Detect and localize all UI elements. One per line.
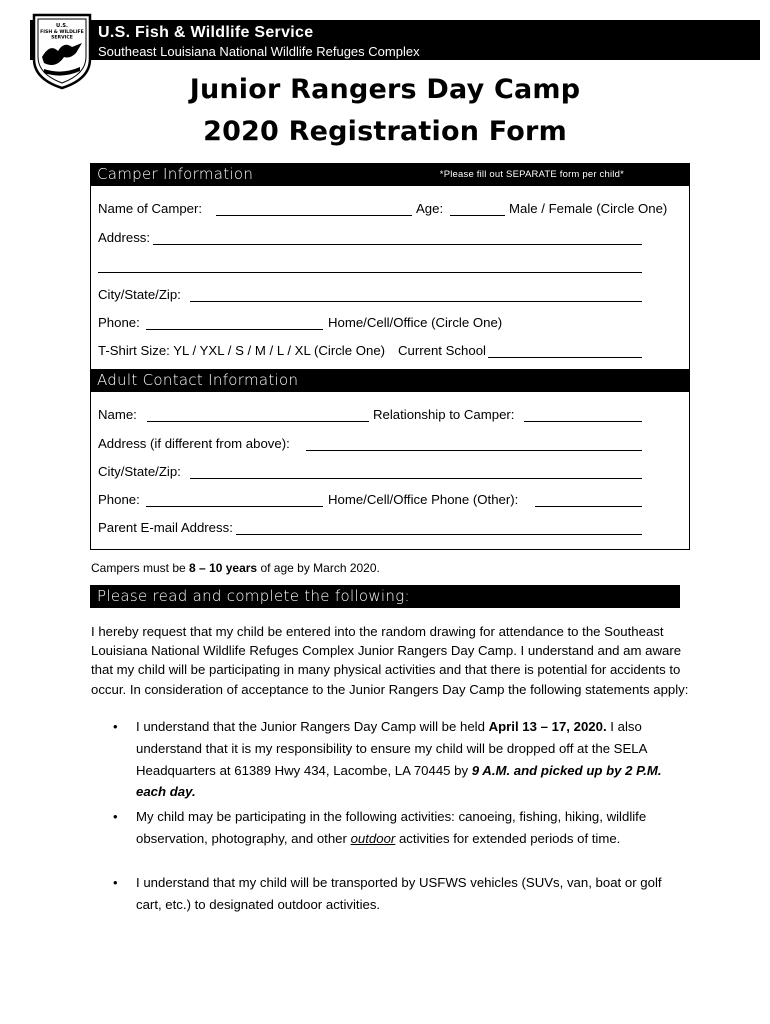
adult-phone-field[interactable]: [146, 506, 323, 507]
form-title: Junior Rangers Day Camp: [189, 74, 581, 105]
tshirt-size-label: T-Shirt Size: YL / YXL / S / M / L / XL (Circle One): [98, 343, 386, 358]
relationship-field[interactable]: [524, 421, 642, 422]
current-school-field[interactable]: [488, 357, 642, 358]
adult-phone-other-label: Home/Cell/Office Phone (Other):: [328, 492, 519, 507]
read-section-title: Please read and complete the following:: [97, 587, 410, 605]
statement-dates-text: I understand that the Junior Rangers Day Camp will be held April 13 – 17, 2020. I also understand that it is my responsibility to ensure my child will be dropped off at the SELA Headquarters at 61389 Hwy 434, Lacombe, LA 70445 by 9 A.M. and picked up by 2 P.M. each day.: [136, 719, 662, 800]
camper-name-label: Name of Camper:: [98, 201, 203, 216]
camper-section-title: Camper Information: [97, 165, 254, 183]
adult-city-label: City/State/Zip:: [98, 464, 181, 479]
age-note-suffix: of age by March 2020.: [257, 561, 380, 575]
camper-phone-type-label: Home/Cell/Office (Circle One): [328, 315, 503, 330]
adult-address-label: Address (if different from above):: [98, 436, 290, 451]
bullet-icon: •: [113, 809, 118, 824]
relationship-label: Relationship to Camper:: [373, 407, 515, 422]
age-range: 8 – 10 years: [189, 561, 258, 575]
read-section-header: [90, 585, 680, 608]
camper-address-label: Address:: [98, 230, 151, 245]
camper-city-field[interactable]: [190, 301, 642, 302]
camper-address-field[interactable]: [153, 244, 642, 245]
camper-phone-field[interactable]: [146, 329, 323, 330]
adult-city-field[interactable]: [190, 478, 642, 479]
agency-name: U.S. Fish & Wildlife Service: [98, 24, 314, 41]
adult-section-title: Adult Contact Information: [97, 371, 299, 389]
age-requirement-note: [91, 561, 380, 575]
camper-phone-label: Phone:: [98, 315, 140, 330]
parent-email-field[interactable]: [236, 534, 642, 535]
age-note-prefix: Campers must be: [91, 561, 190, 575]
adult-section-header: [90, 369, 690, 392]
adult-phone-other-field[interactable]: [535, 506, 642, 507]
bullet-icon: •: [113, 875, 118, 890]
statement-transport-text: I understand that my child will be transported by USFWS vehicles (SUVs, van, boat or golf cart, etc.) to designated outdoor activities.: [136, 875, 662, 912]
adult-name-label: Name:: [98, 407, 137, 422]
statement-activities-text: My child may be participating in the following activities: canoeing, fishing, hiking, wildlife observation, photography, and other outdoor activities for extended periods of time.: [136, 809, 647, 846]
form-subtitle: 2020 Registration Form: [203, 116, 567, 147]
svg-text:U.S.: U.S.: [56, 23, 68, 29]
adult-address-field[interactable]: [306, 450, 642, 451]
current-school-label: Current School: [398, 343, 486, 358]
camper-name-field[interactable]: [216, 215, 412, 216]
parent-email-label: Parent E-mail Address:: [98, 520, 233, 535]
svg-text:FISH & WILDLIFE: FISH & WILDLIFE: [40, 30, 84, 35]
svg-text:SERVICE: SERVICE: [51, 35, 73, 41]
bullet-icon: •: [113, 719, 118, 734]
adult-name-field[interactable]: [147, 421, 369, 422]
camper-section-header: [90, 163, 690, 186]
camper-gender-label: Male / Female (Circle One): [509, 201, 668, 216]
consent-paragraph: I hereby request that my child be entered into the random drawing for attendance to the Southeast Louisiana National Wildlife Refuges Complex Junior Rangers Day Camp. I understand and am aware that my child will be participating in many physical activities and that there is potential for accidents to occur. In consideration of acceptance to the Junior Rangers Day Camp the following statements apply:: [91, 624, 689, 697]
separate-form-note: *Please fill out SEPARATE form per child*: [439, 169, 624, 180]
camper-city-label: City/State/Zip:: [98, 287, 181, 302]
camper-address-line2-field[interactable]: [98, 272, 642, 273]
refuge-complex-name: Southeast Louisiana National Wildlife Refuges Complex: [98, 44, 420, 59]
camper-age-label: Age:: [416, 201, 444, 216]
adult-phone-label: Phone:: [98, 492, 140, 507]
camper-age-field[interactable]: [450, 215, 505, 216]
